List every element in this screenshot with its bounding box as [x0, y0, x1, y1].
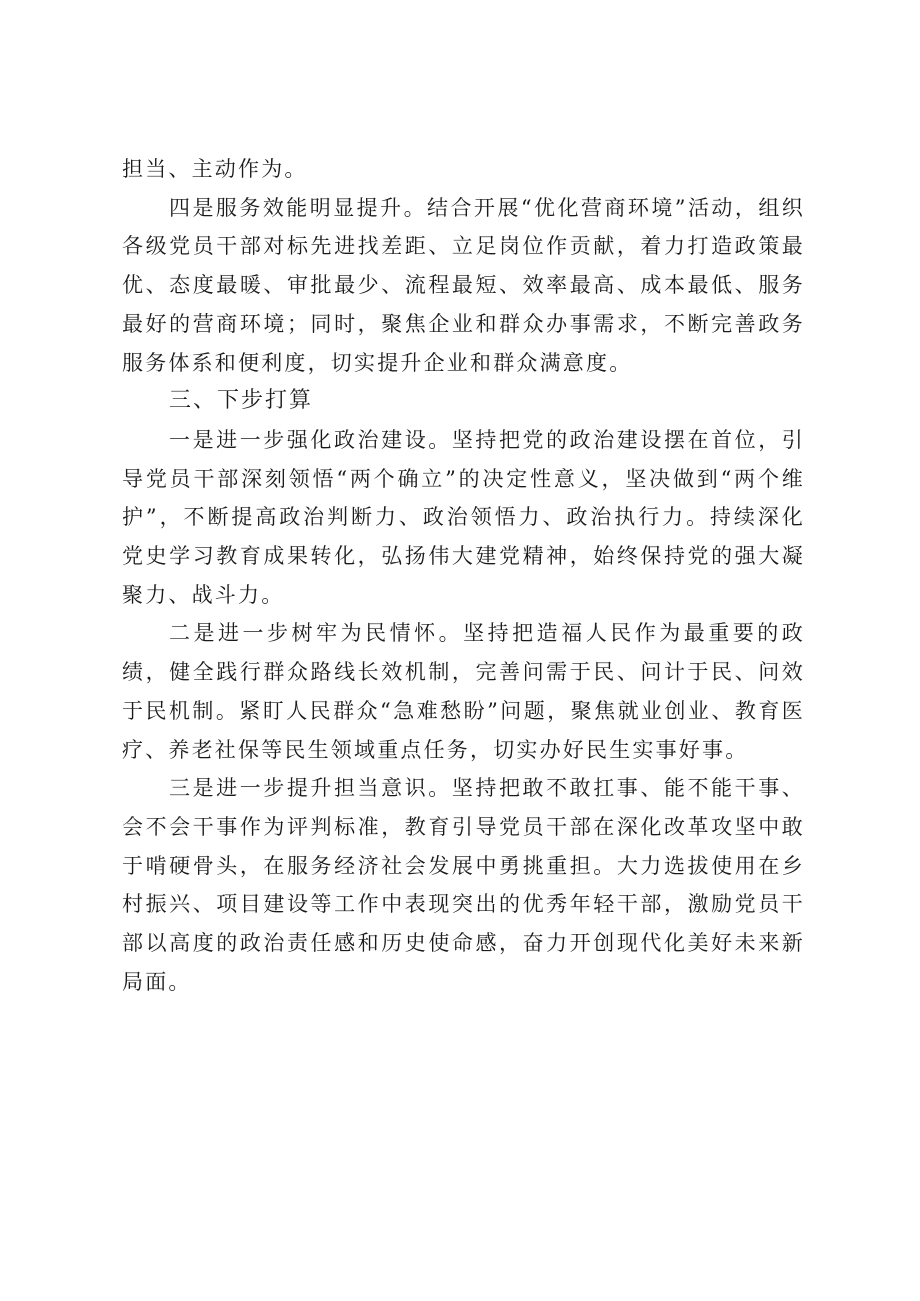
section-heading-next-steps: 三、下步打算 — [169, 388, 314, 414]
political-construction-paragraph: 一是进一步强化政治建设。坚持把党的政治建设摆在首位，引导党员干部深刻领悟“两个确立”的决定性意义，坚决做到“两个维护”，不断提高政治判断力、政治领悟力、政治执行力。持续深化党史学习教育成果转化，弘扬伟大建党精神，始终保持党的强大凝聚力、战斗力。 — [122, 427, 805, 607]
responsibility-paragraph: 三是进一步提升担当意识。坚持把敢不敢扛事、能不能干事、会不会干事作为评判标准，教育引导党员干部在深化改革攻坚中敢于啃硬骨头，在服务经济社会发展中勇挑重担。大力选拔使用在乡村振兴、项目建设等工作中表现突出的优秀年轻干部，激励党员干部以高度的政治责任感和历史使命感，奋力开创现代化美好未来新局面。 — [122, 776, 805, 994]
continuation-paragraph: 担当、主动作为。 — [122, 157, 308, 181]
document-page — [122, 150, 805, 1001]
service-efficiency-paragraph: 四是服务效能明显提升。结合开展“优化营商环境”活动，组织各级党员干部对标先进找差距、立足岗位作贡献，着力打造政策最优、态度最暖、审批最少、流程最短、效率最高、成本最低、服务最好的营商环境；同时，聚焦企业和群众办事需求，不断完善政务服务体系和便利度，切实提升企业和群众满意度。 — [122, 195, 805, 375]
people-sentiment-paragraph: 二是进一步树牢为民情怀。坚持把造福人民作为最重要的政绩，健全践行群众路线长效机制，完善问需于民、问计于民、问效于民机制。紧盯人民群众“急难愁盼”问题，聚焦就业创业、教育医疗、养老社保等民生领域重点任务，切实办好民生实事好事。 — [122, 621, 805, 762]
